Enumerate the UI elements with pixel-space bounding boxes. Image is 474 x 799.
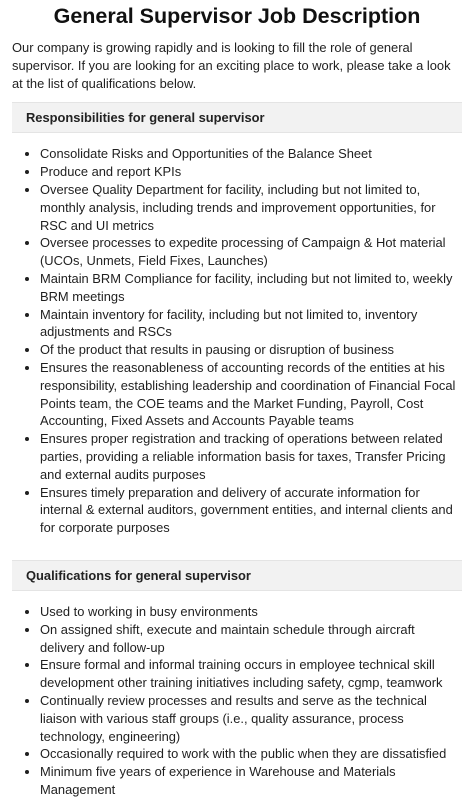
list-item: • Continually review processes and results and serve as the technical liaison with various staff groups (i.e., quality assurance, process technology, engineering) xyxy=(40,692,462,745)
list-item: • Oversee Quality Department for facility, including but not limited to, monthly analysis, including trends and improvement opportunities, for RSC and UI metrics xyxy=(40,181,462,234)
qualifications-heading: Qualifications for general supervisor xyxy=(12,560,462,591)
list-item: • Oversee processes to expedite processing of Campaign & Hot material (UCOs, Unmets, Field Fixes, Launches) xyxy=(40,234,462,270)
list-item: • Of the product that results in pausing or disruption of business xyxy=(40,341,462,359)
list-item: • Minimum five years of experience in Warehouse and Materials Management xyxy=(40,763,462,799)
qualifications-list xyxy=(12,603,462,799)
list-item: • Occasionally required to work with the public when they are dissatisfied xyxy=(40,745,462,763)
list-item: • Used to working in busy environments xyxy=(40,603,462,621)
list-item: • Ensure formal and informal training occurs in employee technical skill development other training initiatives including safety, cgmp, teamwork xyxy=(40,656,462,692)
list-item: • On assigned shift, execute and maintain schedule through aircraft delivery and follow-up xyxy=(40,621,462,657)
page-title: General Supervisor Job Description xyxy=(53,4,421,28)
list-item: • Ensures the reasonableness of accounting records of the entities at his responsibility, establishing leadership and coordination of Financial Focal Points team, the COE teams and the Market Funding, Payroll, Cost Accounting, Fixed Assets and Accounts Payable teams xyxy=(40,359,462,430)
intro-paragraph: Our company is growing rapidly and is looking to fill the role of general supervisor. If you are looking for an exciting place to work, please take a look at the list of qualifications below. xyxy=(12,40,451,91)
list-item: • Consolidate Risks and Opportunities of the Balance Sheet xyxy=(40,145,462,163)
list-item: • Ensures timely preparation and delivery of accurate information for internal & external auditors, government entities, and internal clients and for corporate purposes xyxy=(40,484,462,537)
list-item: • Produce and report KPIs xyxy=(40,163,462,181)
responsibilities-heading: Responsibilities for general supervisor xyxy=(12,102,462,133)
responsibilities-list xyxy=(12,145,462,537)
list-item: • Maintain BRM Compliance for facility, including but not limited to, weekly BRM meetings xyxy=(40,270,462,306)
list-item: • Maintain inventory for facility, including but not limited to, inventory adjustments and RSCs xyxy=(40,306,462,342)
list-item: • Ensures proper registration and tracking of operations between related parties, providing a reliable information basis for taxes, Transfer Pricing and external audits purposes xyxy=(40,430,462,483)
